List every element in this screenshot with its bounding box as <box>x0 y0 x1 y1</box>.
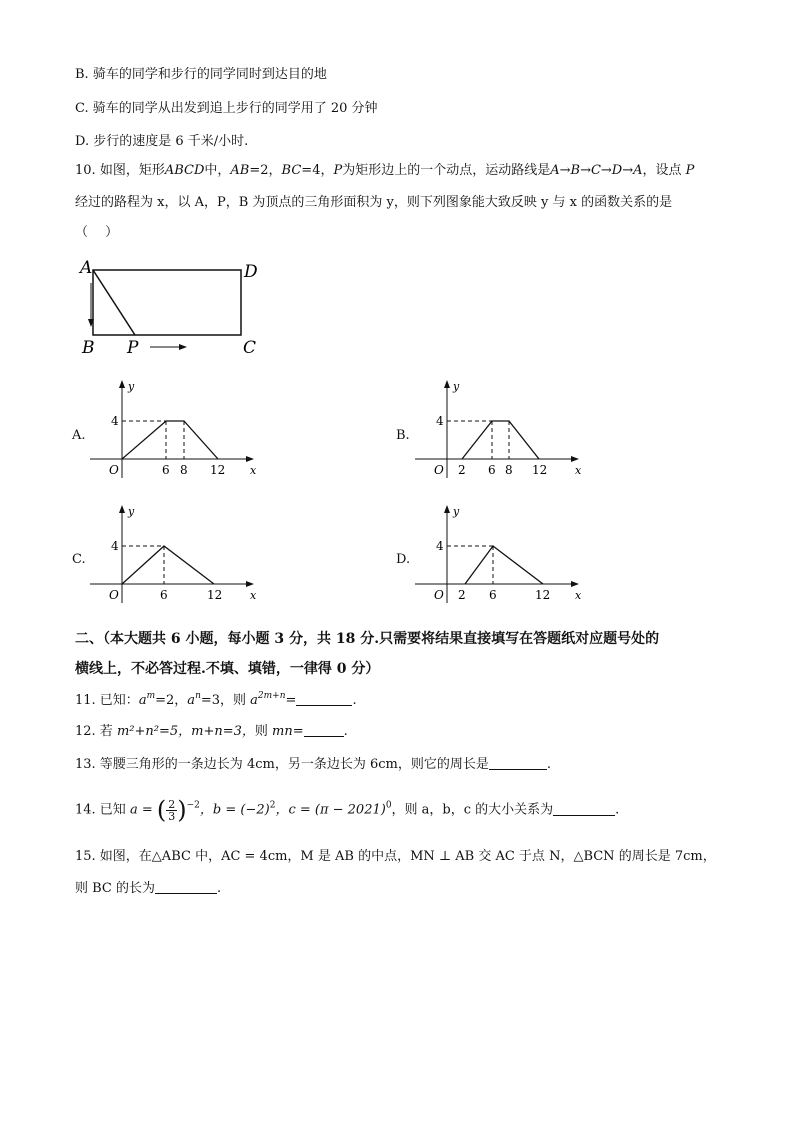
q14-exp-b: 2 <box>269 800 276 811</box>
q10-text-c: 为矩形边上的一个动点，运动路线是 <box>342 163 551 178</box>
q12-eq: = <box>292 724 304 739</box>
graph-c-xtick-6: 6 <box>160 588 168 602</box>
section2-line1: 二、（本大题共 6 小题，每小题 3 分，共 18 分.只需要将结果直接填写在答题纸对应题号处的 <box>75 631 660 647</box>
q10-ab: AB <box>230 163 250 178</box>
q11-a2: a <box>187 693 196 708</box>
q10-line3: （ ） <box>75 225 119 240</box>
graph-c-label: C. <box>72 552 86 567</box>
graph-b <box>415 378 595 478</box>
graph-c-ytick: 4 <box>111 539 119 553</box>
graph-b-xlabel: x <box>575 464 582 477</box>
q11-a1: a <box>138 693 147 708</box>
graph-c-xlabel: x <box>250 589 257 602</box>
q10-p: P <box>333 163 343 178</box>
q10-eq4: =4， <box>301 163 334 178</box>
q14-den: 3 <box>168 809 176 823</box>
graph-d-xlabel: x <box>575 589 582 602</box>
graph-a-xtick-12: 12 <box>210 463 226 477</box>
graph-a-ylabel: y <box>128 380 135 393</box>
q10-text-d: ，设点 <box>642 163 682 178</box>
q10-text-a: 如图，矩形 <box>99 163 165 178</box>
q10-number: 10. <box>75 163 96 178</box>
q13 <box>75 756 551 774</box>
q10-line1 <box>75 162 694 180</box>
q15-end: . <box>217 881 222 896</box>
q14-fraction <box>166 799 177 822</box>
label-d: D <box>244 262 258 282</box>
q14-paren-open: ( <box>156 796 167 824</box>
q14-tail: ，则 a，b，c 的大小关系为 <box>391 802 554 818</box>
q11-exp: 2m+n <box>257 691 286 701</box>
q13-text: 13. 等腰三角形的一条边长为 4cm，另一条边长为 6cm，则它的周长是 <box>75 757 489 772</box>
q11-prefix: 11. 已知： <box>75 693 139 708</box>
graph-a-xtick-8: 8 <box>180 463 188 477</box>
option-c-text: C. 骑车的同学从出发到追上步行的同学用了 20 分钟 <box>75 101 378 116</box>
q14-b-part: ，b = (−2) <box>199 802 270 818</box>
section2-line2: 横线上，不必答过程.不填、填错，一律得 0 分） <box>75 661 380 677</box>
q11-eq3: = <box>285 693 297 708</box>
q10-abcd: ABCD <box>164 163 205 178</box>
graph-d-label: D. <box>396 552 411 567</box>
q14-c-part: ，c = (π − 2021) <box>275 802 386 818</box>
q14-num: 2 <box>168 797 176 811</box>
q12-expr: m²+n²=5，m+n=3， <box>116 724 255 739</box>
q11-n: n <box>195 691 201 701</box>
graph-c <box>90 503 270 603</box>
q14-prefix: 14. 已知 <box>75 802 126 818</box>
q10-p-end: P <box>685 163 695 178</box>
q12-mn: mn <box>272 724 293 739</box>
graph-b-ytick: 4 <box>436 414 444 428</box>
graph-d-ytick: 4 <box>436 539 444 553</box>
graph-c-origin: O <box>109 588 119 602</box>
q11-eq1: =2， <box>155 693 188 708</box>
q12-mid: 则 <box>254 724 273 739</box>
label-a: A <box>80 258 93 278</box>
q10-eq2: =2， <box>249 163 282 178</box>
graph-a-label: A. <box>72 428 86 443</box>
q10-text-b: 中， <box>204 163 231 178</box>
q14-exp-c: 0 <box>385 800 392 811</box>
graph-c-ylabel: y <box>128 505 135 518</box>
graph-b-xtick-12: 12 <box>532 463 548 477</box>
q10-bc: BC <box>281 163 302 178</box>
q12-prefix: 12. 若 <box>75 724 117 739</box>
q15-line2-text: 则 BC 的长为 <box>75 881 156 896</box>
q11-eq2: =3，则 <box>200 693 251 708</box>
graph-b-ylabel: y <box>453 380 460 393</box>
q15-line1: 15. 如图，在△ABC 中，AC = 4cm，M 是 AB 的中点，MN ⊥ AB 交 AC 于点 N，△BCN 的周长是 7cm， <box>75 849 716 864</box>
graph-d-xtick-6: 6 <box>489 588 497 602</box>
q11-end: . <box>352 693 357 708</box>
graph-d <box>415 503 595 603</box>
graph-d-xtick-12: 12 <box>535 588 551 602</box>
q12-end: . <box>343 724 348 739</box>
graph-c-xtick-12: 12 <box>207 588 223 602</box>
graph-a-xlabel: x <box>250 464 257 477</box>
q13-answer-blank[interactable] <box>489 757 547 770</box>
q12-answer-blank[interactable] <box>304 724 344 737</box>
q11-a3: a <box>250 693 258 708</box>
q10-line2: 经过的路程为 x，以 A，P，B 为顶点的三角形面积为 y，则下列图象能大致反映 y 与 x 的函数关系的是 <box>75 195 673 210</box>
q15-answer-blank[interactable] <box>155 881 217 894</box>
q15-line2 <box>75 880 221 898</box>
graph-b-origin: O <box>434 463 444 477</box>
graph-d-xtick-2: 2 <box>458 588 466 602</box>
q14-answer-blank[interactable] <box>553 803 615 816</box>
graph-a <box>90 378 270 478</box>
graph-b-xtick-6: 6 <box>488 463 496 477</box>
q14-paren-close: ) <box>177 796 187 824</box>
q11 <box>75 692 357 710</box>
label-b: B <box>82 338 95 358</box>
graph-a-xtick-6: 6 <box>162 463 170 477</box>
label-p: P <box>127 338 139 358</box>
q14-exp-a: −2 <box>186 800 200 811</box>
q13-end: . <box>546 757 551 772</box>
label-c: C <box>243 338 257 358</box>
rectangle-figure <box>75 255 275 365</box>
graph-a-origin: O <box>109 463 119 477</box>
q14-a-eq: a = <box>129 802 157 818</box>
q14 <box>75 795 619 826</box>
graph-b-xtick-2: 2 <box>458 463 466 477</box>
graph-d-origin: O <box>434 588 444 602</box>
option-b-text: B. 骑车的同学和步行的同学同时到达目的地 <box>75 67 327 82</box>
option-d-text: D. 步行的速度是 6 千米/小时. <box>75 134 249 149</box>
graph-d-ylabel: y <box>453 505 460 518</box>
q11-m: m <box>146 691 156 701</box>
q11-answer-blank[interactable] <box>296 693 352 706</box>
q14-end: . <box>615 802 620 818</box>
q10-route: A→B→C→D→A <box>550 163 643 178</box>
graph-b-label: B. <box>396 428 410 443</box>
q12 <box>75 723 348 741</box>
graph-a-ytick: 4 <box>111 414 119 428</box>
graph-b-xtick-8: 8 <box>505 463 513 477</box>
